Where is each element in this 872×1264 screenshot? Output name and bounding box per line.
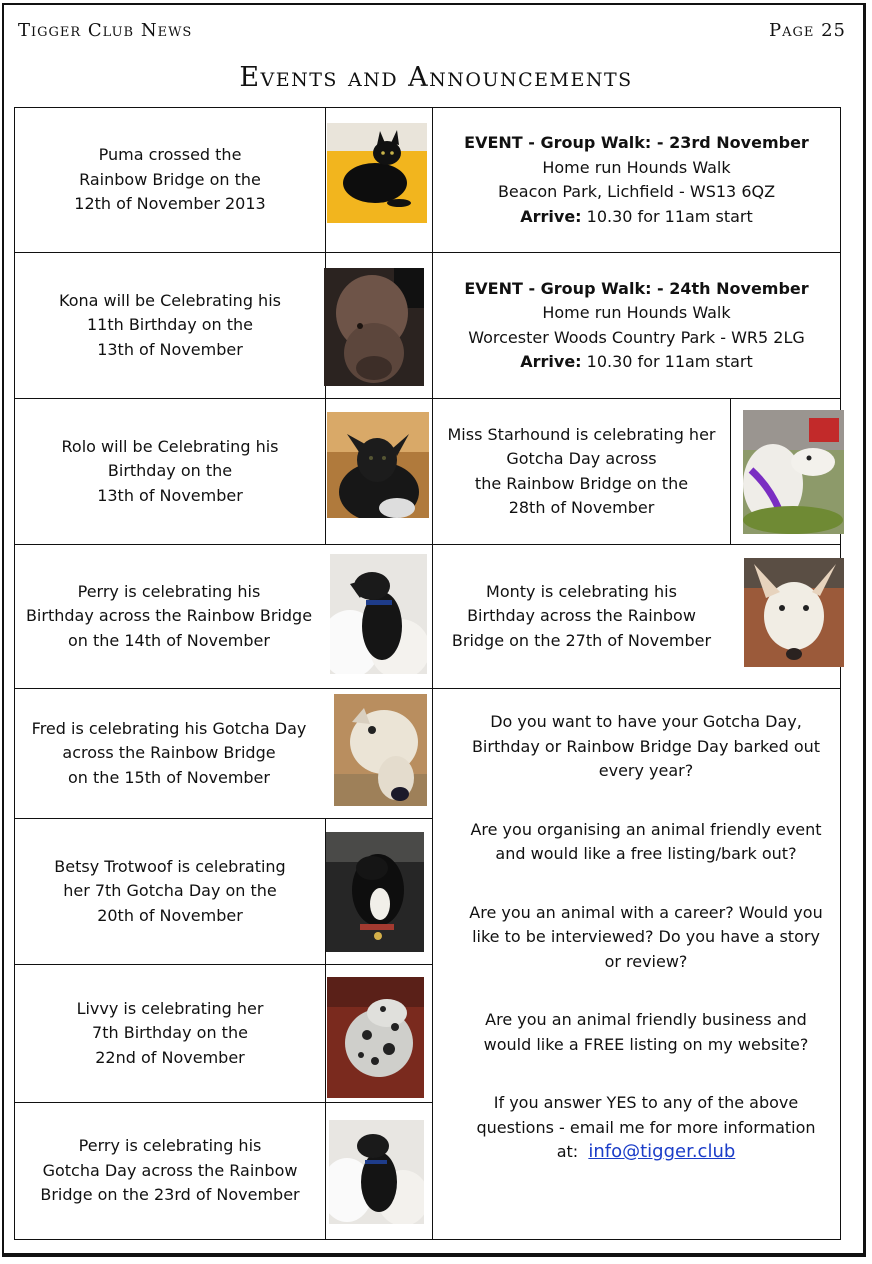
white-greyhound-ears-photo (744, 558, 844, 667)
event-details: EVENT - Group Walk: - 23rd November Home run Hounds Walk Beacon Park, Lichfield - WS13 6QZ Arrive: 10.30 for 11am start (464, 133, 809, 226)
newsletter-name: Tigger Club News (18, 20, 193, 41)
announcement-text: Livvy is celebrating her 7th Birthday on the 22nd of November (76, 998, 264, 1067)
black-greyhound-photo (330, 554, 427, 674)
announcement-text: Perry is celebrating his Birthday across the Rainbow Bridge on the 14th of November (25, 581, 313, 650)
promo-question: Are you organising an animal friendly event and would like a free listing/bark out? (470, 819, 822, 863)
event-details: EVENT - Group Walk: - 24th November Home run Hounds Walk Worcester Woods Country Park - WR5 2LG Arrive: 10.30 for 11am start (464, 278, 809, 371)
email-link[interactable]: info@tigger.club (588, 1141, 736, 1162)
page-title: Events and Announcements (239, 62, 633, 93)
black-cat-photo (327, 123, 427, 223)
promo-question: Are you an animal with a career? Would you like to be interviewed? Do you have a story or review? (469, 902, 823, 971)
black-dog-photo (327, 412, 429, 518)
announcement-text: Rolo will be Celebrating his Birthday on the 13th of November (61, 436, 279, 505)
announcement-text: Monty is celebrating his Birthday across the Rainbow Bridge on the 27th of November (451, 581, 712, 650)
promo-block (432, 710, 860, 1165)
announcement-text: Fred is celebrating his Gotcha Day across the Rainbow Bridge on the 15th of November (31, 718, 307, 787)
promo-cta: If you answer YES to any of the above questions - email me for more information at: info@tigger.club (476, 1093, 816, 1162)
brown-poodle-photo (324, 268, 424, 386)
greyhound-face-photo (334, 694, 427, 806)
event-heading: EVENT - Group Walk: - 24th November (464, 278, 809, 298)
announcement-text: Betsy Trotwoof is celebrating her 7th Gotcha Day on the 20th of November (54, 856, 286, 925)
announcement-text: Perry is celebrating his Gotcha Day across the Rainbow Bridge on the 23rd of November (40, 1136, 300, 1205)
white-greyhound-harness-photo (743, 410, 844, 534)
promo-question: Are you an animal friendly business and would like a FREE listing on my website? (483, 1010, 809, 1054)
spotted-greyhound-photo (327, 977, 424, 1098)
black-greyhound-blanket-photo (329, 1120, 424, 1224)
event-heading: EVENT - Group Walk: - 23rd November (464, 133, 809, 152)
announcement-text: Kona will be Celebrating his 11th Birthday on the 13th of November (59, 290, 281, 359)
promo-question: Do you want to have your Gotcha Day, Birthday or Rainbow Bridge Day barked out every year? (471, 712, 821, 780)
black-greyhound-collar-photo (326, 832, 424, 952)
announcement-text: Puma crossed the Rainbow Bridge on the 12th of November 2013 (74, 145, 266, 214)
announcement-text: Miss Starhound is celebrating her Gotcha Day across the Rainbow Bridge on the 28th of November (447, 424, 716, 517)
page-number: Page 25 (769, 20, 846, 41)
